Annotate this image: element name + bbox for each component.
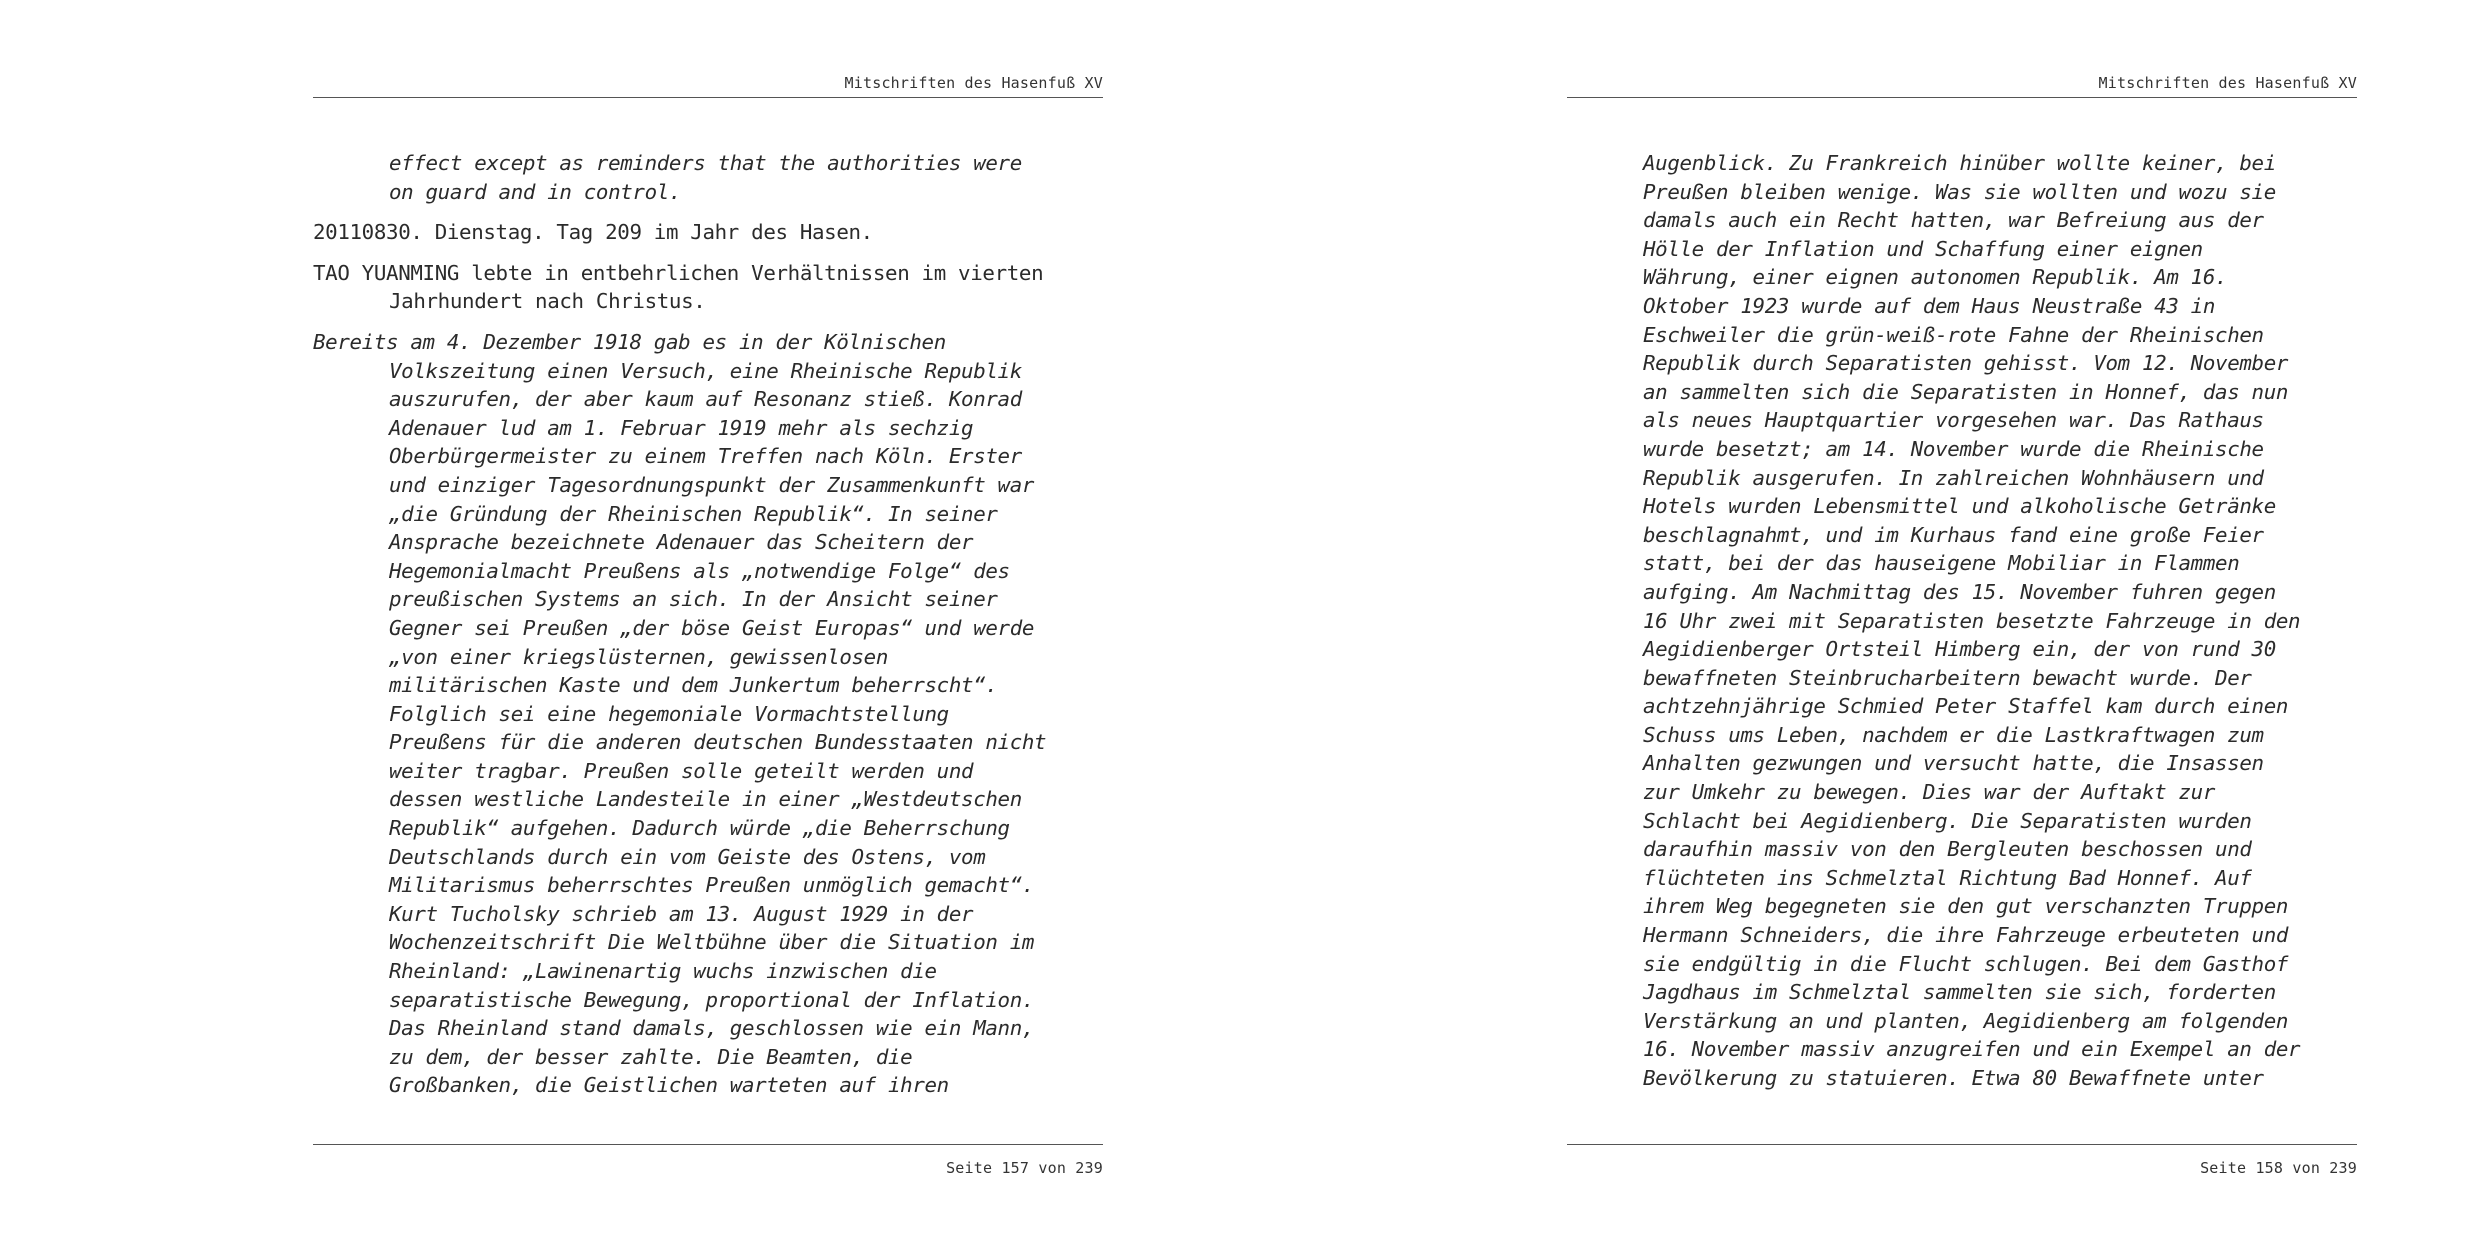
text-line: TAO YUANMING lebte in entbehrlichen Verhältnissen im vierten bbox=[313, 260, 1044, 285]
text-line: Anhalten gezwungen und versucht hatte, die Insassen bbox=[1643, 751, 2264, 776]
text-line: aufging. Am Nachmittag des 15. November fuhren gegen bbox=[1643, 579, 2276, 604]
text-line: „von einer kriegslüsternen, gewissenlosen bbox=[389, 644, 889, 669]
header-rule bbox=[313, 97, 1103, 98]
footer-rule bbox=[1567, 1144, 2357, 1145]
text-line: Schuss ums Leben, nachdem er die Lastkraftwagen zum bbox=[1643, 722, 2264, 747]
text-line: zu dem, der besser zahlte. Die Beamten, die bbox=[389, 1044, 913, 1069]
page-body bbox=[1567, 149, 2357, 1093]
text-line: Wochenzeitschrift Die Weltbühne über die Situation im bbox=[389, 930, 1035, 955]
text-line: Hölle der Inflation und Schaffung einer eignen bbox=[1643, 236, 2203, 261]
paragraph bbox=[313, 218, 1103, 247]
paragraph bbox=[313, 149, 1103, 206]
text-line: als neues Hauptquartier vorgesehen war. Das Rathaus bbox=[1643, 408, 2264, 433]
header-rule bbox=[1567, 97, 2357, 98]
text-line: 20110830. Dienstag. Tag 209 im Jahr des Hasen. bbox=[313, 220, 873, 245]
page-number: Seite 157 von 239 bbox=[946, 1159, 1103, 1177]
text-line: Republik“ aufgehen. Dadurch würde „die Beherrschung bbox=[389, 816, 1010, 841]
text-line: Gegner sei Preußen „der böse Geist Europas“ und werde bbox=[389, 615, 1035, 640]
paragraph-gap bbox=[313, 316, 1103, 328]
text-line: Augenblick. Zu Frankreich hinüber wollte keiner, bei bbox=[1643, 151, 2276, 175]
text-line: Oberbürgermeister zu einem Treffen nach Köln. Erster bbox=[389, 444, 1022, 469]
paragraph-gap bbox=[313, 206, 1103, 218]
text-line: Ansprache bezeichnete Adenauer das Scheitern der bbox=[389, 530, 974, 555]
text-line: bewaffneten Steinbrucharbeitern bewacht wurde. Der bbox=[1643, 665, 2252, 690]
text-line: zur Umkehr zu bewegen. Dies war der Auftakt zur bbox=[1643, 780, 2216, 805]
text-line: an sammelten sich die Separatisten in Honnef, das nun bbox=[1643, 379, 2289, 404]
text-line: daraufhin massiv von den Bergleuten beschossen und bbox=[1643, 837, 2252, 862]
text-line: Kurt Tucholsky schrieb am 13. August 1929 in der bbox=[389, 901, 974, 926]
text-line: Folglich sei eine hegemoniale Vormachtstellung bbox=[389, 701, 949, 726]
text-line: weiter tragbar. Preußen solle geteilt werden und bbox=[389, 758, 974, 783]
text-line: flüchteten ins Schmelztal Richtung Bad Honnef. Auf bbox=[1643, 865, 2252, 890]
text-line: militärischen Kaste und dem Junkertum beherrscht“. bbox=[389, 673, 998, 698]
text-line: statt, bei der das hauseigene Mobiliar in Flammen bbox=[1643, 551, 2240, 576]
text-line: Großbanken, die Geistlichen warteten auf ihren bbox=[389, 1073, 949, 1098]
paragraph bbox=[313, 328, 1103, 1100]
text-line: Hotels wurden Lebensmittel und alkoholische Getränke bbox=[1643, 494, 2276, 519]
text-line: separatistische Bewegung, proportional der Inflation. bbox=[389, 987, 1035, 1012]
footer-rule bbox=[313, 1144, 1103, 1145]
text-line: Rheinland: „Lawinenartig wuchs inzwischen die bbox=[389, 959, 937, 984]
text-line: Aegidienberger Ortsteil Himberg ein, der von rund 30 bbox=[1643, 637, 2276, 662]
text-line: Schlacht bei Aegidienberg. Die Separatisten wurden bbox=[1643, 808, 2252, 833]
text-line: Adenauer lud am 1. Februar 1919 mehr als sechzig bbox=[389, 415, 974, 440]
text-line: ihrem Weg begegneten sie den gut verschanzten Truppen bbox=[1643, 894, 2289, 919]
text-line: Bevölkerung zu statuieren. Etwa 80 Bewaffnete unter bbox=[1643, 1066, 2264, 1090]
text-line: achtzehnjährige Schmied Peter Staffel kam durch einen bbox=[1643, 694, 2289, 719]
text-line: Volkszeitung einen Versuch, eine Rheinische Republik bbox=[389, 358, 1022, 383]
text-line: Das Rheinland stand damals, geschlossen wie ein Mann, bbox=[389, 1016, 1035, 1041]
text-line: Deutschlands durch ein vom Geiste des Ostens, vom bbox=[389, 844, 986, 869]
text-line: 16 Uhr zwei mit Separatisten besetzte Fahrzeuge in den bbox=[1643, 608, 2301, 633]
text-line: Oktober 1923 wurde auf dem Haus Neustraße 43 in bbox=[1643, 293, 2216, 318]
text-line: on guard and in control. bbox=[389, 179, 682, 204]
text-line: dessen westliche Landesteile in einer „Westdeutschen bbox=[389, 787, 1022, 812]
paragraph-gap bbox=[313, 247, 1103, 259]
text-line: Verstärkung an und planten, Aegidienberg am folgenden bbox=[1643, 1008, 2289, 1033]
text-line: Bereits am 4. Dezember 1918 gab es in der Kölnischen bbox=[313, 329, 946, 354]
paragraph bbox=[1567, 149, 2357, 1093]
left-page bbox=[313, 0, 1103, 1240]
page-body bbox=[313, 149, 1103, 1100]
text-line: damals auch ein Recht hatten, war Befreiung aus der bbox=[1643, 208, 2264, 233]
text-line: Preußens für die anderen deutschen Bundesstaaten nicht bbox=[389, 730, 1047, 755]
text-line: Jagdhaus im Schmelztal sammelten sie sich, forderten bbox=[1643, 980, 2276, 1005]
paragraph bbox=[313, 259, 1103, 316]
text-line: auszurufen, der aber kaum auf Resonanz stieß. Konrad bbox=[389, 387, 1022, 412]
text-line: Republik durch Separatisten gehisst. Vom 12. November bbox=[1643, 351, 2289, 376]
text-line: 16. November massiv anzugreifen und ein Exempel an der bbox=[1643, 1037, 2301, 1062]
text-line: Militarismus beherrschtes Preußen unmöglich gemacht“. bbox=[389, 873, 1035, 898]
text-line: Hermann Schneiders, die ihre Fahrzeuge erbeuteten und bbox=[1643, 923, 2289, 948]
text-line: Preußen bleiben wenige. Was sie wollten und wozu sie bbox=[1643, 179, 2276, 204]
running-header: Mitschriften des Hasenfuß XV bbox=[2098, 74, 2357, 92]
text-line: Eschweiler die grün-weiß-rote Fahne der Rheinischen bbox=[1643, 322, 2264, 347]
text-line: und einziger Tagesordnungspunkt der Zusammenkunft war bbox=[389, 472, 1035, 497]
running-header: Mitschriften des Hasenfuß XV bbox=[844, 74, 1103, 92]
text-line: Hegemonialmacht Preußens als „notwendige Folge“ des bbox=[389, 558, 1010, 583]
text-line: Jahrhundert nach Christus. bbox=[389, 289, 706, 314]
text-line: Währung, einer eignen autonomen Republik. Am 16. bbox=[1643, 265, 2228, 290]
text-line: „die Gründung der Rheinischen Republik“. In seiner bbox=[389, 501, 998, 526]
text-line: wurde besetzt; am 14. November wurde die Rheinische bbox=[1643, 436, 2264, 461]
text-line: sie endgültig in die Flucht schlugen. Bei dem Gasthof bbox=[1643, 951, 2289, 976]
text-line: effect except as reminders that the authorities were bbox=[389, 151, 1022, 175]
page-number: Seite 158 von 239 bbox=[2200, 1159, 2357, 1177]
text-line: Republik ausgerufen. In zahlreichen Wohnhäusern und bbox=[1643, 465, 2264, 490]
right-page bbox=[1567, 0, 2357, 1240]
text-line: preußischen Systems an sich. In der Ansicht seiner bbox=[389, 587, 998, 612]
text-line: beschlagnahmt, und im Kurhaus fand eine große Feier bbox=[1643, 522, 2264, 547]
